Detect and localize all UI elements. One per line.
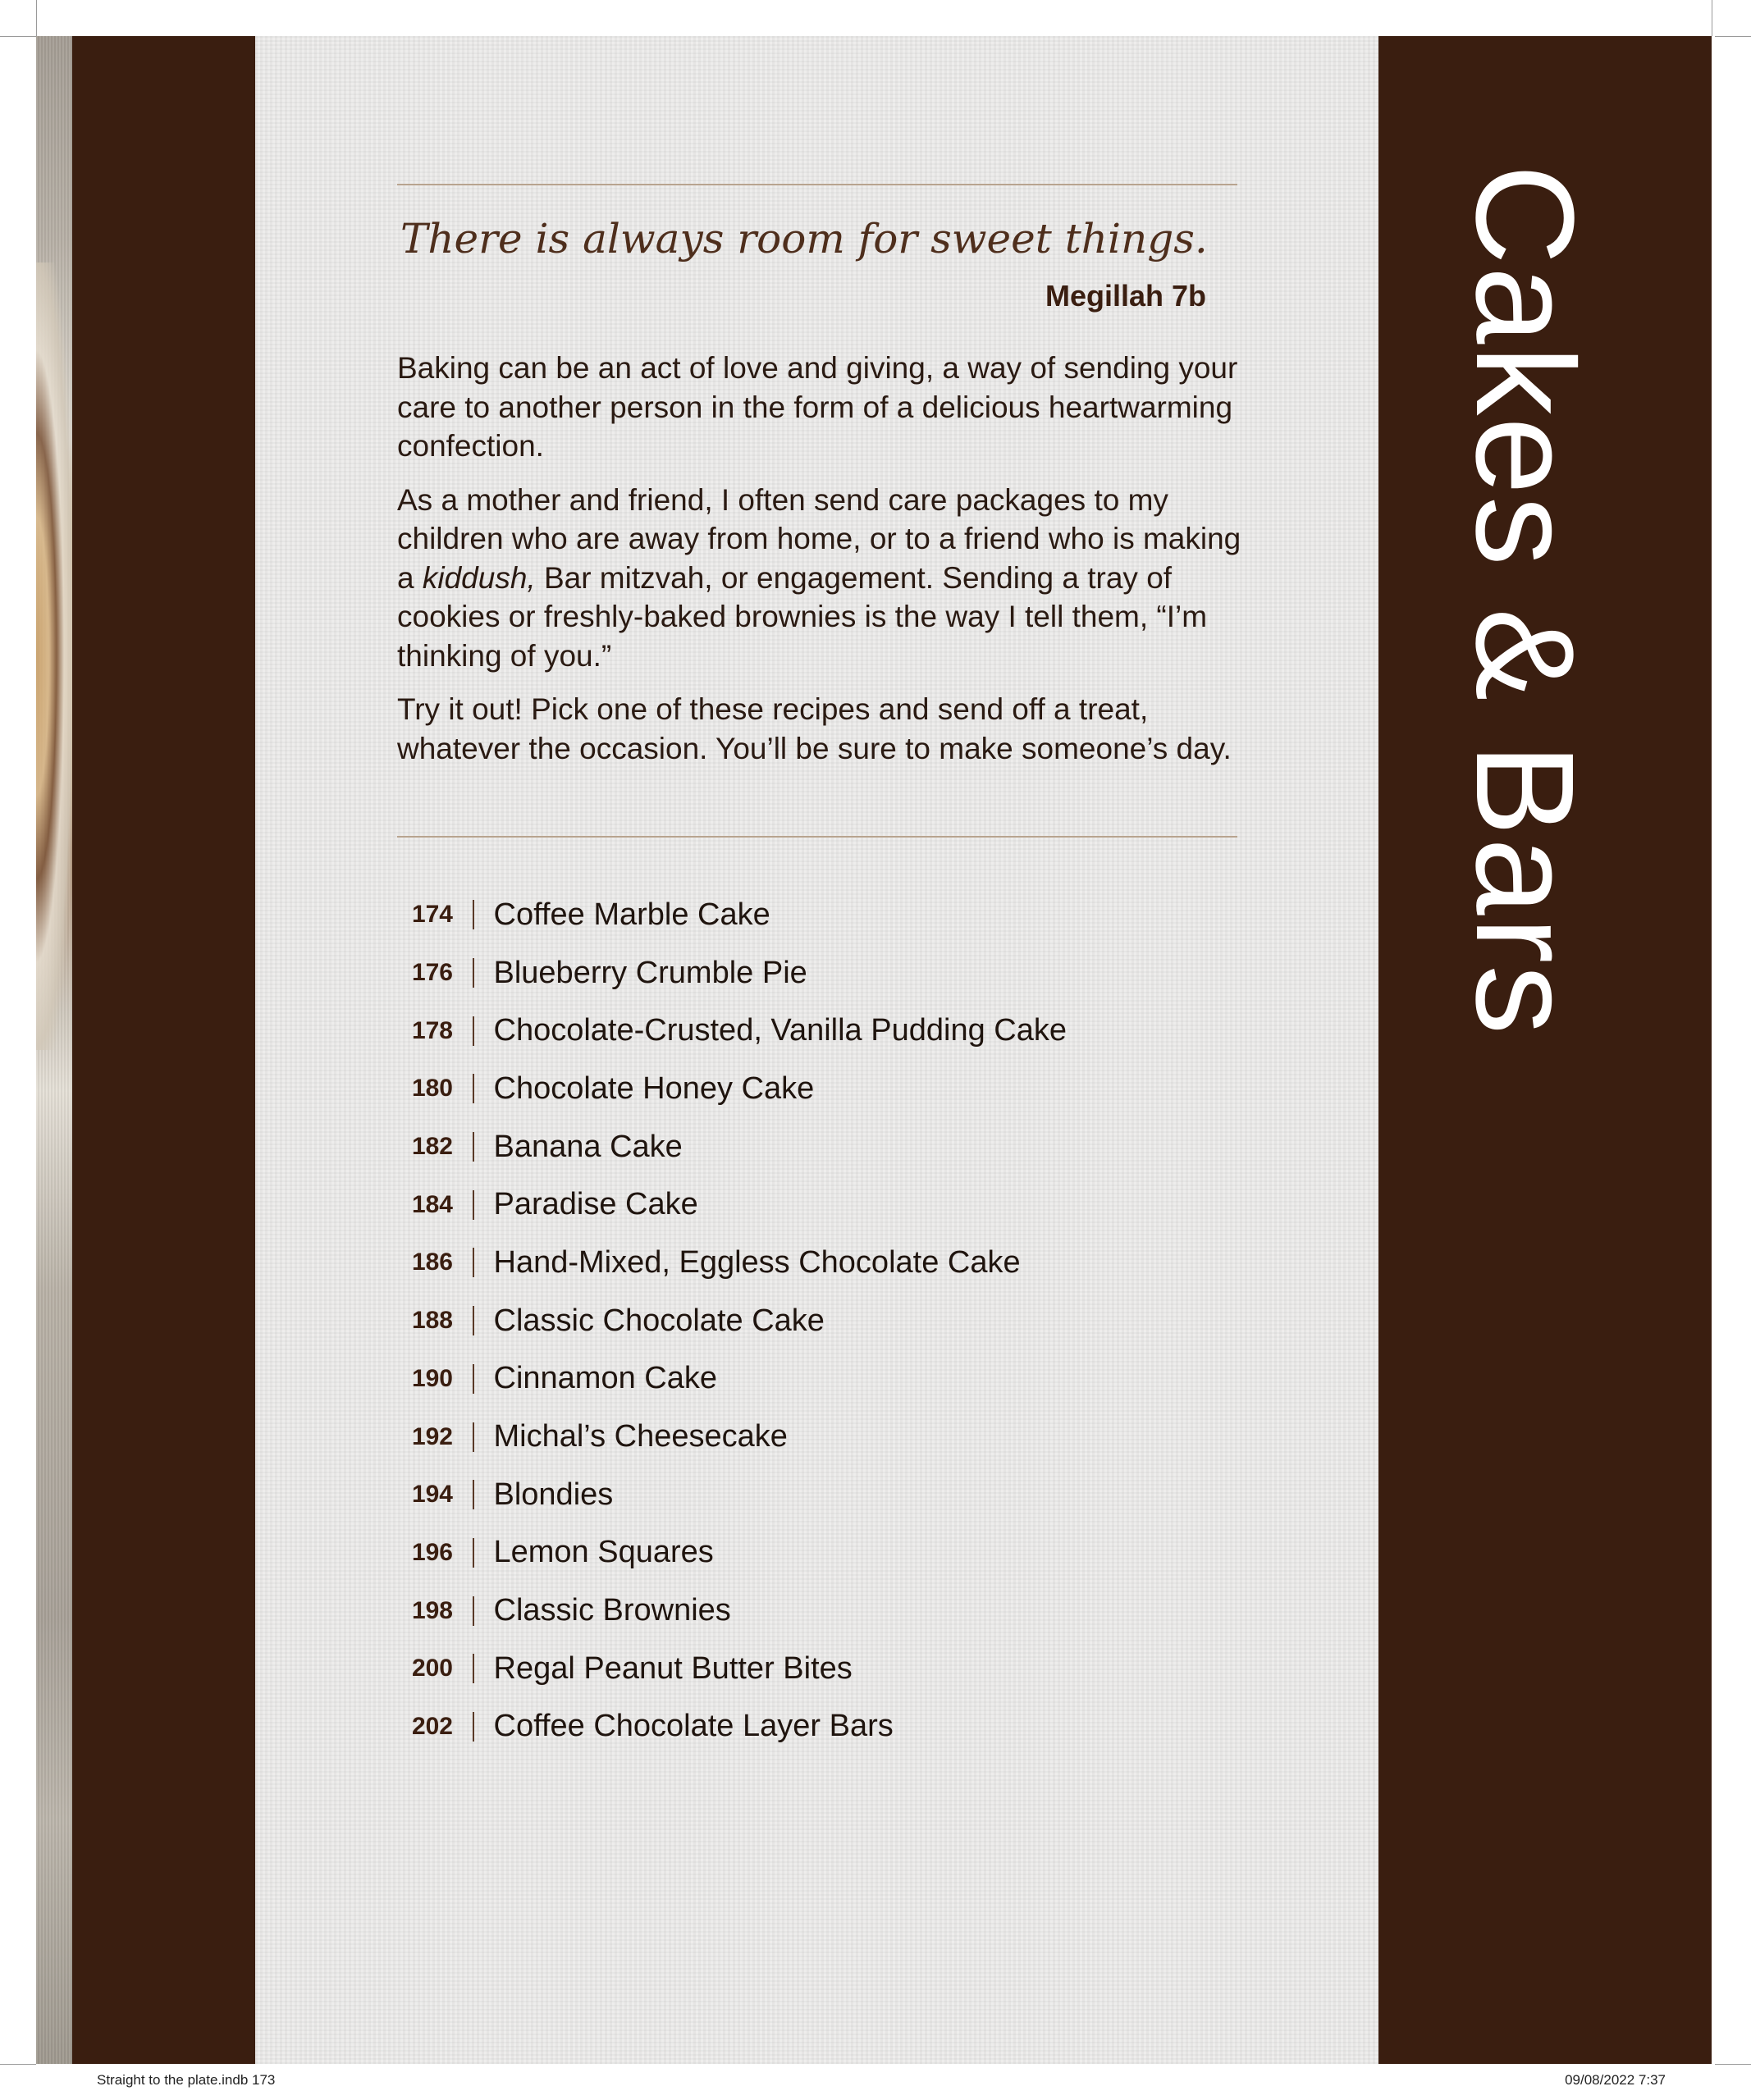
recipe-title: Blondies bbox=[493, 1477, 614, 1512]
recipe-title: Classic Brownies bbox=[493, 1593, 731, 1628]
recipe-list-item bbox=[394, 886, 1296, 944]
crop-mark-top-left bbox=[36, 0, 37, 36]
recipe-page-number: 180 bbox=[411, 1075, 453, 1102]
recipe-title: Hand-Mixed, Eggless Chocolate Cake bbox=[493, 1244, 1021, 1280]
separator-bar bbox=[473, 1596, 474, 1626]
recipe-list-item bbox=[394, 1466, 1296, 1524]
recipe-list-item bbox=[394, 1002, 1296, 1060]
recipe-list-item bbox=[394, 1350, 1296, 1408]
crop-mark-left-top bbox=[0, 36, 36, 37]
separator-bar bbox=[473, 1654, 474, 1683]
recipe-title: Chocolate Honey Cake bbox=[493, 1071, 815, 1106]
separator-bar bbox=[473, 1306, 474, 1335]
separator-bar bbox=[473, 958, 474, 988]
intro-paragraph-2-italic: kiddush, bbox=[422, 560, 536, 595]
recipe-page-number: 192 bbox=[411, 1422, 453, 1450]
recipe-list-item bbox=[394, 1292, 1296, 1350]
crop-mark-left-bottom bbox=[0, 2064, 36, 2065]
recipe-page-number: 174 bbox=[411, 901, 453, 929]
recipe-list bbox=[394, 886, 1296, 1755]
separator-bar bbox=[473, 1074, 474, 1103]
recipe-title: Classic Chocolate Cake bbox=[493, 1303, 825, 1338]
recipe-page-number: 200 bbox=[411, 1655, 453, 1682]
recipe-page-number: 188 bbox=[411, 1307, 453, 1335]
middle-divider bbox=[397, 836, 1237, 838]
separator-bar bbox=[473, 1364, 474, 1394]
recipe-title: Chocolate-Crusted, Vanilla Pudding Cake bbox=[493, 1013, 1067, 1048]
separator-bar bbox=[473, 1248, 474, 1277]
intro-paragraph-2-end: Bar mitzvah, or engagement. Sending a tray of cookies or freshly-baked brownies is the way I tell them, “I’m thinking of you.” bbox=[397, 560, 1208, 673]
recipe-title: Regal Peanut Butter Bites bbox=[493, 1650, 853, 1686]
food-photo-dish bbox=[36, 262, 72, 1050]
crop-mark-right-bottom bbox=[1715, 2064, 1751, 2065]
recipe-page-number: 186 bbox=[411, 1249, 453, 1276]
intro-text bbox=[397, 349, 1242, 783]
recipe-title: Coffee Chocolate Layer Bars bbox=[493, 1709, 894, 1744]
recipe-title: Blueberry Crumble Pie bbox=[493, 955, 807, 990]
recipe-title: Lemon Squares bbox=[493, 1535, 714, 1570]
recipe-list-item bbox=[394, 1698, 1296, 1756]
recipe-list-item bbox=[394, 1176, 1296, 1234]
separator-bar bbox=[473, 900, 474, 929]
separator-bar bbox=[473, 1422, 474, 1452]
recipe-page-number: 202 bbox=[411, 1712, 453, 1740]
recipe-list-item bbox=[394, 1408, 1296, 1466]
recipe-title: Banana Cake bbox=[493, 1129, 683, 1164]
crop-mark-right-top bbox=[1715, 36, 1751, 37]
separator-bar bbox=[473, 1132, 474, 1162]
recipe-title: Coffee Marble Cake bbox=[493, 897, 770, 932]
recipe-list-item bbox=[394, 1118, 1296, 1176]
intro-paragraph-1: Baking can be an act of love and giving, a way of sending your care to another person in the form of a delicious heartwarming confection. bbox=[397, 351, 1238, 463]
recipe-title: Cinnamon Cake bbox=[493, 1361, 717, 1396]
recipe-page-number: 182 bbox=[411, 1133, 453, 1161]
separator-bar bbox=[473, 1538, 474, 1568]
recipe-title: Paradise Cake bbox=[493, 1187, 698, 1222]
recipe-list-item bbox=[394, 1640, 1296, 1698]
epigraph-quote: There is always room for sweet things. bbox=[400, 215, 1208, 262]
recipe-list-item bbox=[394, 1060, 1296, 1118]
separator-bar bbox=[473, 1190, 474, 1220]
intro-paragraph-2-start: As a mother and friend, I often send care packages to my children who are away from home, or to a friend who is making a bbox=[397, 482, 1241, 595]
recipe-list-item bbox=[394, 944, 1296, 1002]
print-slug-timestamp: 09/08/2022 7:37 bbox=[1565, 2072, 1666, 2088]
separator-bar bbox=[473, 1480, 474, 1509]
recipe-list-item bbox=[394, 1524, 1296, 1582]
recipe-page-number: 184 bbox=[411, 1190, 453, 1218]
recipe-list-item bbox=[394, 1234, 1296, 1292]
epigraph-source: Megillah 7b bbox=[1045, 279, 1206, 313]
separator-bar bbox=[473, 1712, 474, 1742]
recipe-page-number: 196 bbox=[411, 1538, 453, 1566]
print-slug-filename: Straight to the plate.indb 173 bbox=[97, 2072, 276, 2088]
intro-paragraph-2 bbox=[397, 481, 1242, 676]
top-divider bbox=[397, 184, 1237, 185]
separator-bar bbox=[473, 1016, 474, 1046]
recipe-page-number: 178 bbox=[411, 1016, 453, 1044]
intro-paragraph-3: Try it out! Pick one of these recipes and send off a treat, whatever the occasion. You’ll be sure to make someone’s day. bbox=[397, 692, 1232, 765]
section-title: Cakes & Bars bbox=[1447, 164, 1602, 1037]
recipe-page-number: 198 bbox=[411, 1596, 453, 1624]
recipe-title: Michal’s Cheesecake bbox=[493, 1419, 788, 1454]
left-brown-band bbox=[72, 36, 255, 2064]
recipe-page-number: 176 bbox=[411, 959, 453, 987]
recipe-page-number: 194 bbox=[411, 1481, 453, 1509]
recipe-list-item bbox=[394, 1582, 1296, 1640]
recipe-page-number: 190 bbox=[411, 1364, 453, 1392]
